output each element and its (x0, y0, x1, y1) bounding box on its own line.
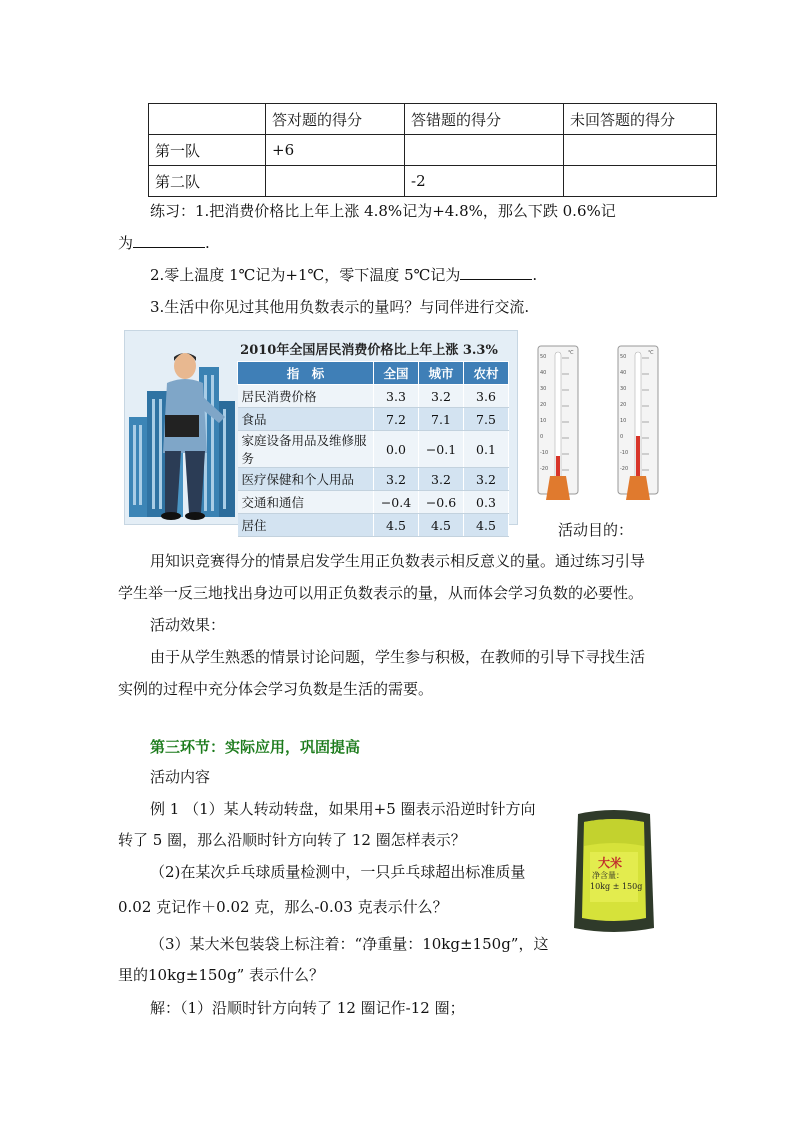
table-cell: 居民消费价格 (238, 385, 374, 408)
activity-effect-text: 实例的过程中充分体会学习负数是生活的需要。 (118, 680, 434, 698)
thermometer-bulb (626, 476, 650, 500)
scale-tick-label: -10 (540, 450, 549, 456)
table-cell (564, 166, 717, 197)
table-cell: 3.2 (374, 468, 419, 491)
table-cell: -2 (405, 166, 564, 197)
practice-q3: 3.生活中你见过其他用负数表示的量吗？与同伴进行交流. (150, 298, 530, 316)
table-cell: −0.6 (419, 491, 464, 514)
activity-effect-text: 由于从学生熟悉的情景讨论问题，学生参与积极，在教师的引导下寻找生活 (150, 648, 646, 666)
example-text: 0.02 克记作＋0.02 克，那么-0.03 克表示什么？ (118, 898, 448, 916)
scale-tick-label: 20 (620, 402, 627, 408)
table-cell: 7.1 (419, 408, 464, 431)
solution-text: 解：（1）沿顺时针方向转了 12 圈记作-12 圈； (150, 999, 465, 1017)
table-header-cell (149, 104, 266, 135)
activity-effect-label: 活动效果： (150, 616, 226, 634)
table-header-row (149, 104, 717, 135)
thermometer-right (616, 344, 660, 504)
table-cell: 7.5 (464, 408, 509, 431)
table-header-cell: 城市 (419, 362, 464, 385)
cpi-table (237, 361, 509, 537)
scale-tick-label: 0 (540, 434, 544, 440)
table-cell: 3.2 (419, 385, 464, 408)
table-cell: 4.5 (374, 514, 419, 537)
answer-blank (133, 233, 205, 248)
table-header-cell: 答对题的得分 (266, 104, 405, 135)
rice-bag-weight: 10kg ± 150g (590, 882, 643, 891)
table-cell: 家庭设备用品及维修服务 (238, 431, 374, 468)
scale-tick-label: 0 (620, 434, 624, 440)
practice-q1-suffix: . (205, 234, 210, 252)
practice-q2-text: 2.零上温度 1℃记为+1℃，零下温度 5℃记为 (150, 266, 461, 284)
example-text: 例 1 （1）某人转动转盘，如果用+5 圈表示沿逆时针方向 (150, 800, 536, 818)
example-text: 转了 5 圈，那么沿顺时针方向转了 12 圈怎样表示？ (118, 831, 466, 849)
table-cell: 3.2 (464, 468, 509, 491)
table-cell: 交通和通信 (238, 491, 374, 514)
rice-bag-name: 大米 (598, 856, 623, 870)
cpi-figure (124, 330, 518, 533)
table-header-cell: 答错题的得分 (405, 104, 564, 135)
table-header-cell: 农村 (464, 362, 509, 385)
table-cell: −0.1 (419, 431, 464, 468)
scale-tick-label: 10 (540, 418, 547, 424)
example-text: （2)在某次乒乓球质量检测中，一只乒乓球超出标准质量 (150, 863, 526, 881)
table-row (238, 385, 509, 408)
scale-tick-label: 40 (540, 370, 547, 376)
practice-q2-suffix: . (532, 266, 538, 284)
scale-tick-label: 50 (620, 354, 627, 360)
scale-tick-label: 30 (620, 386, 627, 392)
practice-q2 (150, 265, 537, 285)
table-header-cell: 未回答题的得分 (564, 104, 717, 135)
table-row (238, 491, 509, 514)
table-cell: 3.6 (464, 385, 509, 408)
practice-q1-prefix: 为 (118, 234, 134, 252)
scale-tick-label: 30 (540, 386, 547, 392)
thermometer-bulb (546, 476, 570, 500)
scale-tick-label: 50 (540, 354, 547, 360)
scale-tick-label: 40 (620, 370, 627, 376)
unit-label: ℃ (568, 350, 574, 356)
activity-goal-text: 用知识竞赛得分的情景启发学生用正负数表示相反意义的量。通过练习引导 (150, 552, 646, 570)
scale-tick-label: 20 (540, 402, 547, 408)
score-table (148, 103, 717, 197)
table-header-cell: 全国 (374, 362, 419, 385)
scale-tick-label: -20 (620, 466, 629, 472)
table-cell: 4.5 (464, 514, 509, 537)
rice-bag-image (572, 806, 656, 936)
table-row (149, 166, 717, 197)
table-cell: 0.0 (374, 431, 419, 468)
rice-bag-net-label: 净含量： (592, 871, 624, 880)
activity-goal-text: 学生举一反三地找出身边可以用正负数表示的量，从而体会学习负数的必要性。 (118, 584, 644, 602)
unit-label: ℃ (648, 350, 654, 356)
table-cell: 第一队 (149, 135, 266, 166)
table-header-cell: 指 标 (238, 362, 374, 385)
scale-tick-label: -10 (620, 450, 629, 456)
table-header-row (238, 362, 509, 385)
activity-content-label: 活动内容 (150, 768, 211, 786)
table-cell: 第二队 (149, 166, 266, 197)
table-cell (266, 166, 405, 197)
table-cell (405, 135, 564, 166)
example-text: （3）某大米包装袋上标注着：“净重量：10kg±150g”，这 (150, 935, 549, 953)
answer-blank (460, 265, 532, 280)
cpi-figure-title: 2010年全国居民消费价格比上年上涨 3.3% (240, 343, 498, 358)
table-cell (564, 135, 717, 166)
table-row (238, 468, 509, 491)
table-row (238, 431, 509, 468)
table-cell: 0.3 (464, 491, 509, 514)
scale-tick-label: 10 (620, 418, 627, 424)
table-cell: 医疗保健和个人用品 (238, 468, 374, 491)
table-cell: −0.4 (374, 491, 419, 514)
table-cell: 4.5 (419, 514, 464, 537)
practice-q1-line1: 练习：1.把消费价格比上年上涨 4.8%记为+4.8%，那么下跌 0.6%记 (150, 202, 616, 220)
table-cell: 7.2 (374, 408, 419, 431)
table-cell: 居住 (238, 514, 374, 537)
activity-goal-label: 活动目的： (558, 521, 634, 539)
practice-q1-line2 (118, 233, 210, 253)
table-cell: 0.1 (464, 431, 509, 468)
table-cell: +6 (266, 135, 405, 166)
table-cell: 食品 (238, 408, 374, 431)
table-row (238, 514, 509, 537)
section-heading: 第三环节：实际应用，巩固提高 (150, 738, 361, 756)
scale-tick-label: -20 (540, 466, 549, 472)
example-text: 里的10kg±150g” 表示什么？ (118, 966, 325, 984)
table-row (149, 135, 717, 166)
thermometer-left (536, 344, 580, 504)
table-row (238, 408, 509, 431)
table-cell: 3.3 (374, 385, 419, 408)
table-cell: 3.2 (419, 468, 464, 491)
